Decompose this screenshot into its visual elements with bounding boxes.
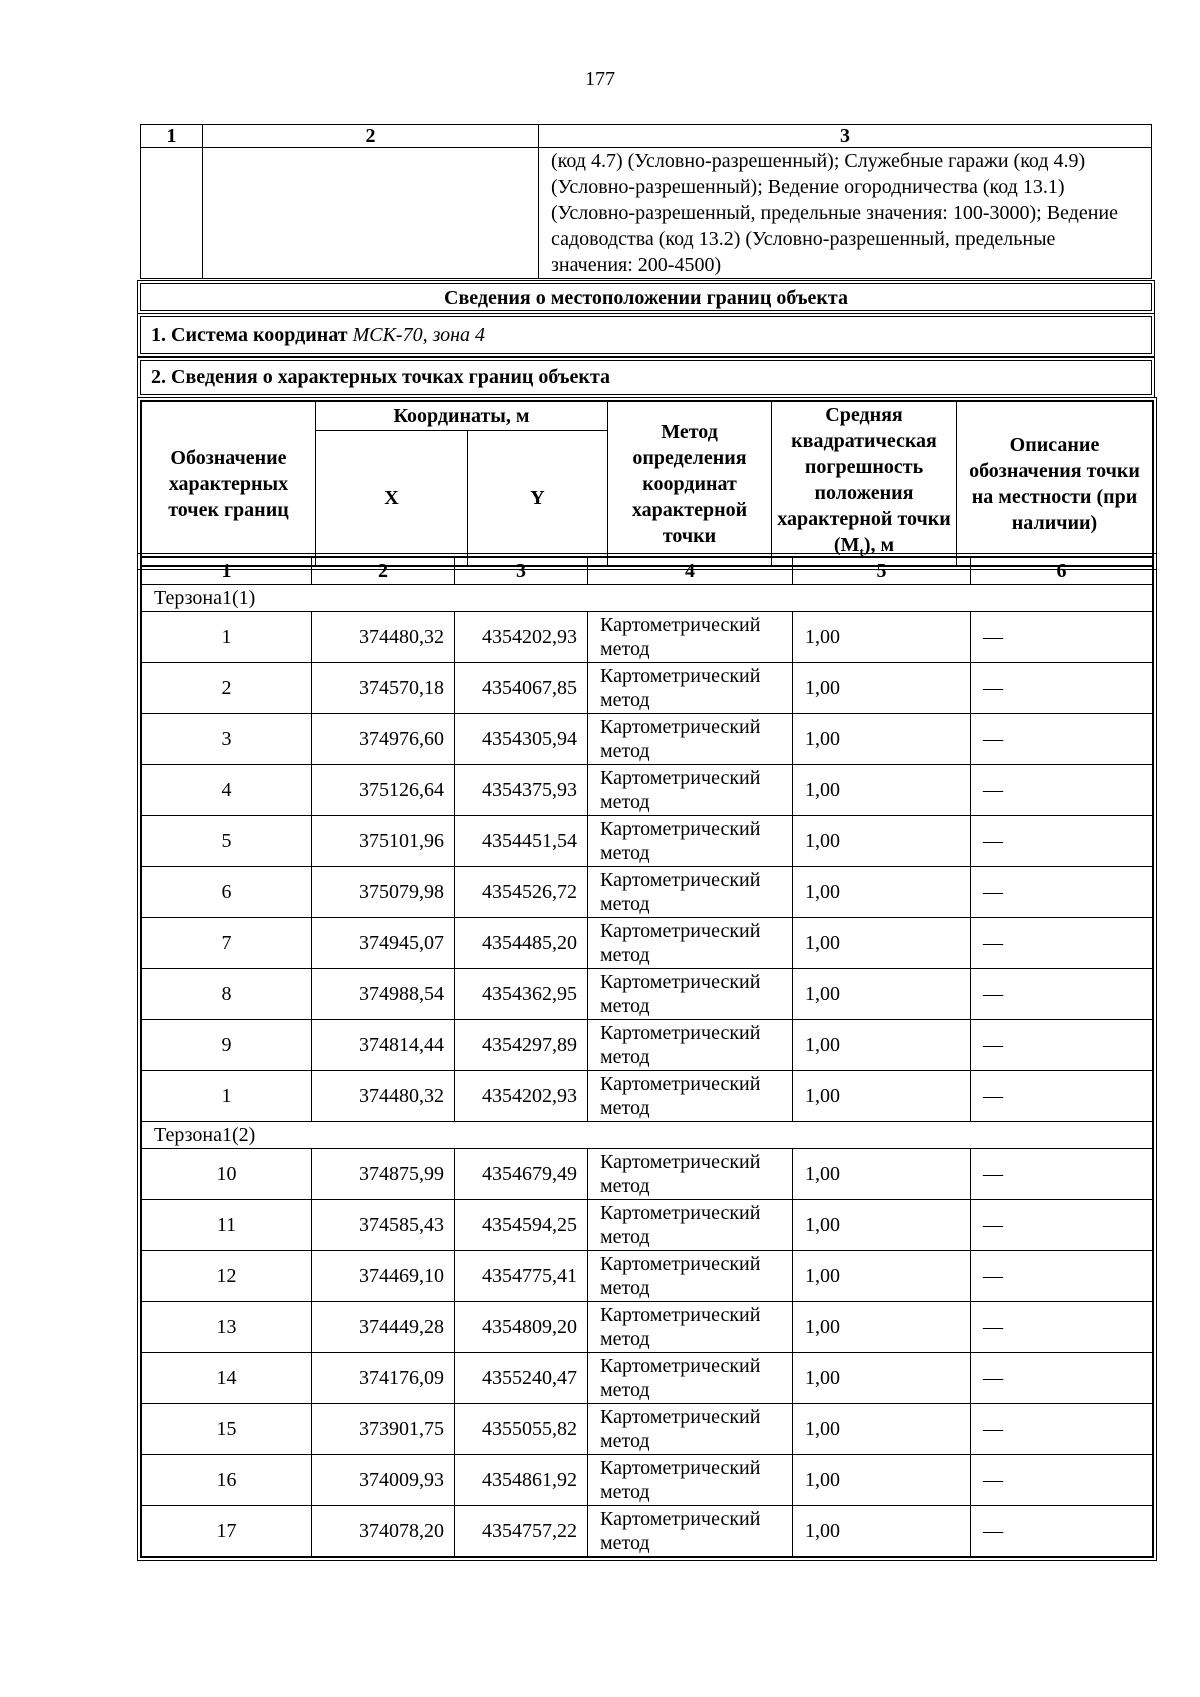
coord-x: 375101,96: [312, 816, 455, 867]
coord-x: 374480,32: [312, 1071, 455, 1122]
coord-y: 4355055,82: [455, 1404, 588, 1455]
error-value: 1,00: [793, 1149, 971, 1200]
point-number: 6: [142, 867, 312, 918]
method: Картометрический метод: [588, 1251, 793, 1302]
coord-x: 374570,18: [312, 663, 455, 714]
description: —: [971, 969, 1153, 1020]
section-title: Сведения о местоположении границ объекта: [140, 283, 1152, 311]
coord-x: 374480,32: [312, 612, 455, 663]
column-number-1: 1: [142, 558, 312, 585]
table-row: [142, 1455, 1153, 1506]
point-number: 11: [142, 1200, 312, 1251]
top-header-3: 3: [539, 125, 1152, 148]
coord-x: 374988,54: [312, 969, 455, 1020]
top-header-1: 1: [141, 125, 203, 148]
header-error-sub: t: [859, 544, 864, 559]
description: —: [971, 1404, 1153, 1455]
description: —: [971, 1353, 1153, 1404]
error-value: 1,00: [793, 612, 971, 663]
method: Картометрический метод: [588, 1353, 793, 1404]
table-row: [142, 918, 1153, 969]
header-error-tail: ), м: [863, 534, 895, 556]
coord-system-value: МСК-70, зона 4: [352, 324, 486, 346]
method: Картометрический метод: [588, 1506, 793, 1557]
coord-system-label: 1. Система координат: [151, 324, 348, 346]
error-value: 1,00: [793, 1071, 971, 1122]
point-number: 14: [142, 1353, 312, 1404]
description: —: [971, 765, 1153, 816]
group-row: [142, 1122, 1153, 1149]
method: Картометрический метод: [588, 612, 793, 663]
coord-y: 4354297,89: [455, 1020, 588, 1071]
column-number-5: 5: [793, 558, 971, 585]
table-row: [142, 1200, 1153, 1251]
point-number: 10: [142, 1149, 312, 1200]
coord-y: 4354451,54: [455, 816, 588, 867]
description: —: [971, 918, 1153, 969]
coord-x: 375079,98: [312, 867, 455, 918]
coord-x: 375126,64: [312, 765, 455, 816]
table-row: [142, 1149, 1153, 1200]
method: Картометрический метод: [588, 1404, 793, 1455]
top-header-2: 2: [203, 125, 539, 148]
table-row: [142, 1404, 1153, 1455]
coord-x: 374585,43: [312, 1200, 455, 1251]
description: —: [971, 816, 1153, 867]
error-value: 1,00: [793, 1020, 971, 1071]
method: Картометрический метод: [588, 765, 793, 816]
description: —: [971, 1071, 1153, 1122]
method: Картометрический метод: [588, 867, 793, 918]
points-table: [140, 556, 1154, 1558]
point-number: 8: [142, 969, 312, 1020]
header-x: X: [316, 430, 468, 565]
coord-x: 374875,99: [312, 1149, 455, 1200]
table-row: [142, 1506, 1153, 1557]
point-number: 17: [142, 1506, 312, 1557]
coord-x: 374009,93: [312, 1455, 455, 1506]
description: —: [971, 867, 1153, 918]
top-cell-text: [539, 148, 1152, 279]
method: Картометрический метод: [588, 1302, 793, 1353]
coord-y: 4354757,22: [455, 1506, 588, 1557]
header-error: [772, 402, 957, 566]
coord-y: 4354305,94: [455, 714, 588, 765]
coord-y: 4354485,20: [455, 918, 588, 969]
point-number: 1: [142, 1071, 312, 1122]
column-number-3: 3: [455, 558, 588, 585]
method: Картометрический метод: [588, 1149, 793, 1200]
point-number: 5: [142, 816, 312, 867]
description: —: [971, 714, 1153, 765]
method: Картометрический метод: [588, 918, 793, 969]
coord-y: 4354809,20: [455, 1302, 588, 1353]
error-value: 1,00: [793, 918, 971, 969]
error-value: 1,00: [793, 714, 971, 765]
description: —: [971, 1455, 1153, 1506]
error-value: 1,00: [793, 1302, 971, 1353]
column-number-4: 4: [588, 558, 793, 585]
group-name: Терзона1(1): [142, 585, 1153, 612]
error-value: 1,00: [793, 1455, 971, 1506]
point-number: 9: [142, 1020, 312, 1071]
error-value: 1,00: [793, 867, 971, 918]
point-number: 7: [142, 918, 312, 969]
coord-y: 4354375,93: [455, 765, 588, 816]
point-number: 12: [142, 1251, 312, 1302]
table-row: [142, 1302, 1153, 1353]
method: Картометрический метод: [588, 816, 793, 867]
method: Картометрический метод: [588, 1071, 793, 1122]
description: —: [971, 1020, 1153, 1071]
error-value: 1,00: [793, 1506, 971, 1557]
table-row: [142, 969, 1153, 1020]
error-value: 1,00: [793, 1353, 971, 1404]
table-row: [142, 612, 1153, 663]
column-number-2: 2: [312, 558, 455, 585]
continuation-text: (код 4.7) (Условно-разрешенный); Служебные гаражи (код 4.9) (Условно-разрешенный); Ведение огородничества (код 13.1) (Условно-разрешенный, предельные значения: 100-3000); Ведение садоводства (код 13.2) (Условно-разрешенный, предельные значения: 200-4500): [551, 150, 1118, 276]
table-row: [142, 867, 1153, 918]
error-value: 1,00: [793, 1404, 971, 1455]
error-value: 1,00: [793, 816, 971, 867]
coord-x: 374814,44: [312, 1020, 455, 1071]
coord-x: 374078,20: [312, 1506, 455, 1557]
description: —: [971, 1200, 1153, 1251]
error-value: 1,00: [793, 765, 971, 816]
coord-x: 374449,28: [312, 1302, 455, 1353]
method: Картометрический метод: [588, 1200, 793, 1251]
table-row: [142, 1020, 1153, 1071]
description: —: [971, 612, 1153, 663]
point-number: 1: [142, 612, 312, 663]
description: —: [971, 1149, 1153, 1200]
table-row: [142, 1071, 1153, 1122]
table-row: [142, 663, 1153, 714]
header-y: Y: [468, 430, 608, 565]
coord-x: 374976,60: [312, 714, 455, 765]
point-number: 2: [142, 663, 312, 714]
description: —: [971, 663, 1153, 714]
table-row: [142, 1251, 1153, 1302]
coord-system-bar: [140, 316, 1152, 354]
header-method: Метод определения координат характерной точки: [608, 402, 772, 566]
table-row: [142, 1353, 1153, 1404]
group-row: [142, 585, 1153, 612]
header-error-main: Средняя квадратическая погрешность положения характерной точки (M: [777, 404, 951, 556]
method: Картометрический метод: [588, 714, 793, 765]
table-row: [142, 816, 1153, 867]
coord-y: 4354594,25: [455, 1200, 588, 1251]
table-row: [142, 765, 1153, 816]
method: Картометрический метод: [588, 663, 793, 714]
coord-y: 4354679,49: [455, 1149, 588, 1200]
point-number: 13: [142, 1302, 312, 1353]
error-value: 1,00: [793, 969, 971, 1020]
method: Картометрический метод: [588, 1455, 793, 1506]
point-number: 16: [142, 1455, 312, 1506]
table-row: [142, 714, 1153, 765]
error-value: 1,00: [793, 1251, 971, 1302]
coord-y: 4354362,95: [455, 969, 588, 1020]
top-table: [140, 124, 1152, 279]
error-value: 1,00: [793, 1200, 971, 1251]
coord-y: 4354775,41: [455, 1251, 588, 1302]
top-cell-empty-2: [203, 148, 539, 279]
coord-y: 4354202,93: [455, 1071, 588, 1122]
coord-y: 4355240,47: [455, 1353, 588, 1404]
point-number: 3: [142, 714, 312, 765]
header-designation: Обозначение характерных точек границ: [142, 402, 316, 566]
coord-x: 374176,09: [312, 1353, 455, 1404]
description: —: [971, 1302, 1153, 1353]
method: Картометрический метод: [588, 1020, 793, 1071]
column-header-table: [140, 400, 1154, 567]
points-title: 2. Сведения о характерных точках границ объекта: [140, 360, 1152, 395]
coord-y: 4354067,85: [455, 663, 588, 714]
description: —: [971, 1506, 1153, 1557]
column-number-6: 6: [971, 558, 1153, 585]
header-description: Описание обозначения точки на местности (при наличии): [957, 402, 1153, 566]
top-cell-empty-1: [141, 148, 203, 279]
coord-y: 4354526,72: [455, 867, 588, 918]
header-coordinates: Координаты, м: [316, 402, 608, 431]
method: Картометрический метод: [588, 969, 793, 1020]
error-value: 1,00: [793, 663, 971, 714]
coord-x: 374945,07: [312, 918, 455, 969]
coord-y: 4354202,93: [455, 612, 588, 663]
group-name: Терзона1(2): [142, 1122, 1153, 1149]
coord-x: 374469,10: [312, 1251, 455, 1302]
point-number: 15: [142, 1404, 312, 1455]
description: —: [971, 1251, 1153, 1302]
coord-x: 373901,75: [312, 1404, 455, 1455]
point-number: 4: [142, 765, 312, 816]
coord-y: 4354861,92: [455, 1455, 588, 1506]
page-number: 177: [585, 68, 615, 90]
